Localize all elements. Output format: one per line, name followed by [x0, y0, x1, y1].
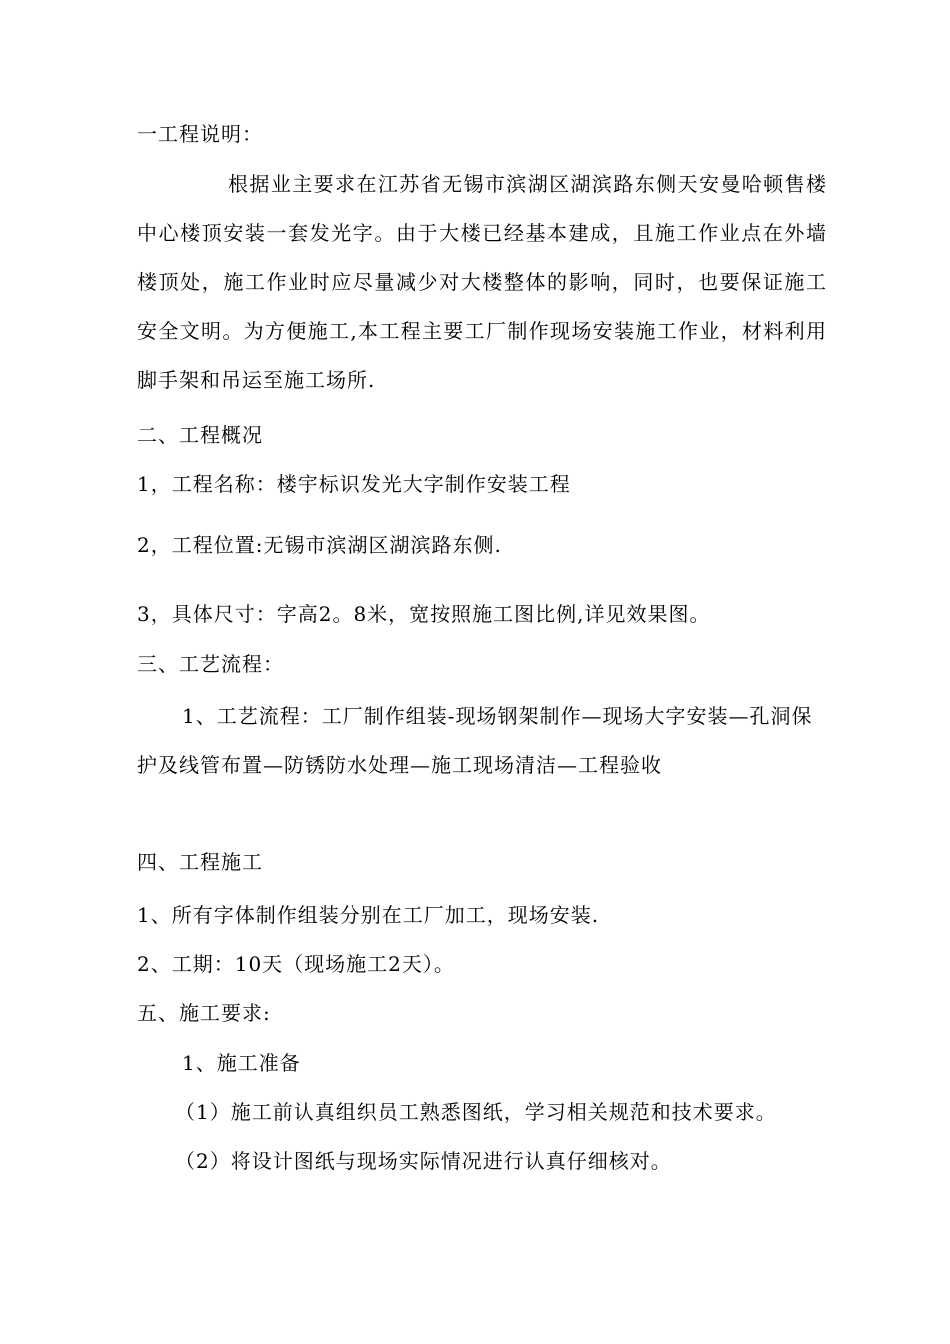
preparation-item-1: （1）施工前认真组织员工熟悉图纸，学习相关规范和技术要求。: [175, 1100, 777, 1124]
preparation-subheading: 1、施工准备: [182, 1051, 301, 1075]
section-1-body: 根据业主要求在江苏省无锡市滨湖区湖滨路东侧天安曼哈顿售楼中心楼顶安装一套发光字。由于大楼已经基本建成，且施工作业点在外墙楼顶处，施工作业时应尽量减少对大楼整体的影响，同时，也要保证施工安全文明。为方便施工,本工程主要工厂制作现场安装施工作业，材料利用脚手架和吊运至施工场所.: [137, 172, 827, 392]
section-3-heading: 三、工艺流程：: [137, 652, 284, 676]
project-name-item: 1，工程名称：楼宇标识发光大字制作安装工程: [137, 472, 571, 496]
project-dimensions-item: 3，具体尺寸：字高2。8米，宽按照施工图比例,详见效果图。: [137, 602, 711, 626]
section-4-heading: 四、工程施工: [137, 850, 263, 874]
section-5-heading: 五、施工要求:: [137, 1001, 271, 1025]
section-2-heading: 二、工程概况: [137, 423, 263, 447]
preparation-item-2: （2）将设计图纸与现场实际情况进行认真仔细核对。: [175, 1149, 672, 1173]
duration-item: 2、工期：10天（现场施工2天）。: [137, 952, 455, 976]
project-location-item: 2，工程位置:无锡市滨湖区湖滨路东侧.: [137, 533, 502, 557]
process-flow-body: 1、工艺流程：工厂制作组装-现场钢架制作—现场大字安装—孔洞保护及线管布置—防锈防水处理—施工现场清洁—工程验收: [137, 704, 813, 777]
fabrication-item: 1、所有字体制作组装分别在工厂加工，现场安装.: [137, 903, 600, 927]
section-1-heading: 一工程说明：: [137, 122, 263, 146]
